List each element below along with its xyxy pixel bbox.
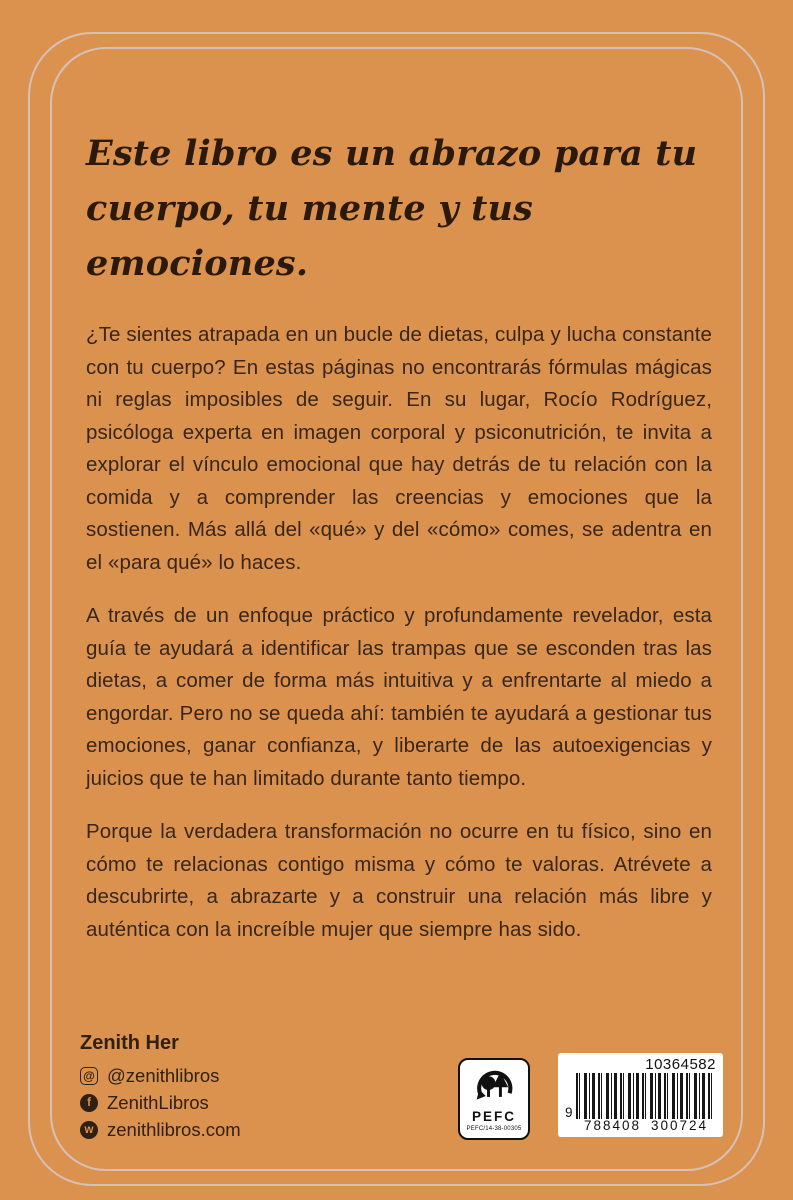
isbn-lead-digit: 9: [565, 1105, 573, 1120]
facebook-handle: ZenithLibros: [107, 1092, 209, 1113]
back-cover-text: [86, 126, 712, 967]
barcode-label: [558, 1053, 723, 1137]
instagram-icon: @: [80, 1067, 98, 1085]
isbn-group-1: 788408: [584, 1118, 642, 1133]
instagram-handle: @zenithlibros: [107, 1065, 220, 1086]
social-row-website: [80, 1119, 241, 1141]
publisher-block: [80, 1032, 241, 1146]
headline-line-2: cuerpo, tu mente y tus emociones.: [86, 188, 534, 284]
paragraph-2: A través de un enfoque práctico y profundamente revelador, esta guía te ayudará a identificar las trampas que se esconden tras las dietas, a comer de forma más intuitiva y a enfrentarte al miedo a engordar. Pero no se queda ahí: también te ayudará a gestionar tus emociones, ganar confianza, y liberarte de las autoexigencias y juicios que te han limitado durante tanto tiempo.: [86, 604, 712, 790]
facebook-icon: f: [80, 1094, 98, 1112]
pefc-trees-icon: [472, 1065, 516, 1110]
paragraph-1: ¿Te sientes atrapada en un bucle de dietas, culpa y lucha constante con tu cuerpo? En estas páginas no encontrarás fórmulas mágicas ni reglas imposibles de seguir. En su lugar, Rocío Rodríguez, psicóloga experta en imagen corporal y psiconutrición, te invita a explorar el vínculo emocional que hay detrás de tu relación con la comida y a comprender las creencias y emociones que la sostienen. Más allá del «qué» y del «cómo» comes, se adentra en el «para qué» lo haces.: [86, 323, 712, 574]
isbn-digits: [576, 1119, 716, 1133]
headline-line-1: Este libro es un abrazo para tu: [86, 133, 698, 174]
paragraph-3: Porque la verdadera transformación no ocurre en tu físico, sino en cómo te relacionas contigo misma y cómo te valoras. Atrévete a descubrirte, a abrazarte y a construir una relación más libre y auténtica con la increíble mujer que siempre has sido.: [86, 820, 712, 941]
pefc-certificate-number: PEFC/14-38-00305: [466, 1126, 522, 1132]
barcode-bars-row: [565, 1073, 716, 1119]
pefc-certification-label: [458, 1058, 530, 1140]
website-url: zenithlibros.com: [107, 1119, 241, 1140]
barcode-bars: [576, 1073, 716, 1119]
barcode-top-number: 10364582: [645, 1056, 716, 1073]
isbn-group-2: 300724: [650, 1118, 708, 1133]
headline: [86, 126, 712, 291]
publisher-name: Zenith Her: [80, 1032, 179, 1054]
pefc-name: PEFC: [471, 1109, 516, 1124]
social-row-facebook: [80, 1092, 241, 1114]
website-icon: w: [80, 1121, 98, 1139]
social-row-instagram: [80, 1065, 241, 1087]
